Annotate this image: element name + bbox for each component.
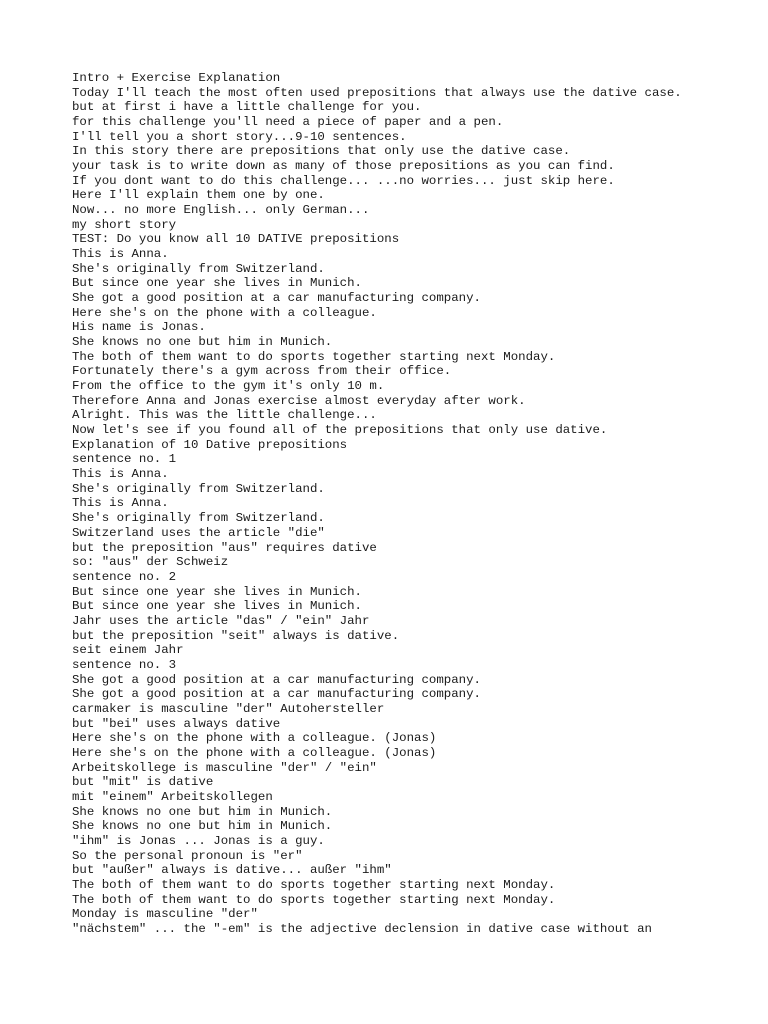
text-line: Here she's on the phone with a colleague. (Jonas) (72, 731, 437, 746)
text-line: but "bei" uses always dative (72, 716, 281, 731)
text-line: She got a good position at a car manufacturing company. (72, 672, 481, 687)
text-line: Here she's on the phone with a colleague. (Jonas) (72, 745, 437, 760)
text-line: I'll tell you a short story...9-10 sentences. (72, 129, 407, 144)
text-line: TEST: Do you know all 10 DATIVE prepositions (72, 232, 400, 247)
text-line: mit "einem" Arbeitskollegen (72, 789, 273, 804)
text-line: your task is to write down as many of those prepositions as you can find. (72, 159, 615, 174)
text-line: for this challenge you'll need a piece of paper and a pen. (72, 115, 504, 130)
text-line: Alright. This was the little challenge... (72, 408, 377, 423)
text-line: Switzerland uses the article "die" (72, 525, 325, 540)
text-line: She got a good position at a car manufacturing company. (72, 291, 481, 306)
text-line: She's originally from Switzerland. (72, 261, 325, 276)
text-line: Explanation of 10 Dative prepositions (72, 437, 348, 452)
text-line: Intro + Exercise Explanation (72, 71, 281, 85)
text-line: but the preposition "aus" requires dative (72, 540, 377, 555)
text-line: "ihm" is Jonas ... Jonas is a guy. (72, 833, 325, 848)
text-line: If you dont want to do this challenge... ...no worries... just skip here. (72, 173, 615, 188)
text-line: From the office to the gym it's only 10 m. (72, 379, 385, 394)
text-line: but "außer" always is dative... außer "ihm" (72, 863, 392, 878)
text-line: sentence no. 2 (72, 569, 177, 584)
text-line: But since one year she lives in Munich. (72, 584, 362, 599)
document-body (72, 71, 762, 937)
text-line: Therefore Anna and Jonas exercise almost everyday after work. (72, 393, 526, 408)
text-line: my short story (72, 217, 177, 232)
text-line: "nächstem" ... the "-em" is the adjective declension in dative case without an (72, 921, 652, 936)
text-line: His name is Jonas. (72, 320, 206, 335)
text-line: The both of them want to do sports together starting next Monday. (72, 349, 556, 364)
text-line: carmaker is masculine "der" Autohersteller (72, 701, 385, 716)
text-line: But since one year she lives in Munich. (72, 276, 362, 291)
text-line: This is Anna. (72, 467, 169, 482)
text-line: Monday is masculine "der" (72, 907, 258, 922)
text-line: Now... no more English... only German... (72, 203, 370, 218)
text-line: This is Anna. (72, 247, 169, 262)
text-line: Here I'll explain them one by one. (72, 188, 325, 203)
text-line: sentence no. 3 (72, 657, 177, 672)
text-line: Fortunately there's a gym across from their office. (72, 364, 452, 379)
text-line: But since one year she lives in Munich. (72, 599, 362, 614)
text-line: sentence no. 1 (72, 452, 177, 467)
text-line: Jahr uses the article "das" / "ein" Jahr (72, 613, 370, 628)
text-line: but the preposition "seit" always is dative. (72, 628, 400, 643)
text-line: The both of them want to do sports together starting next Monday. (72, 877, 556, 892)
text-line: Today I'll teach the most often used prepositions that always use the dative case. (72, 85, 682, 100)
text-line: She's originally from Switzerland. (72, 511, 325, 526)
text-line: but at first i have a little challenge for you. (72, 100, 422, 115)
text-line: Arbeitskollege is masculine "der" / "ein" (72, 760, 377, 775)
text-line: She got a good position at a car manufacturing company. (72, 687, 481, 702)
text-line: but "mit" is dative (72, 775, 214, 790)
text-line: This is Anna. (72, 496, 169, 511)
text-line: seit einem Jahr (72, 643, 184, 658)
text-line: She knows no one but him in Munich. (72, 819, 333, 834)
text-line: In this story there are prepositions that only use the dative case. (72, 144, 571, 159)
text-line: Now let's see if you found all of the prepositions that only use dative. (72, 423, 608, 438)
text-line: The both of them want to do sports together starting next Monday. (72, 892, 556, 907)
text-line: Here she's on the phone with a colleague. (72, 305, 377, 320)
text-line: So the personal pronoun is "er" (72, 848, 303, 863)
text-line: She knows no one but him in Munich. (72, 804, 333, 819)
text-line: She knows no one but him in Munich. (72, 335, 333, 350)
text-line: She's originally from Switzerland. (72, 481, 325, 496)
text-line: so: "aus" der Schweiz (72, 555, 229, 570)
